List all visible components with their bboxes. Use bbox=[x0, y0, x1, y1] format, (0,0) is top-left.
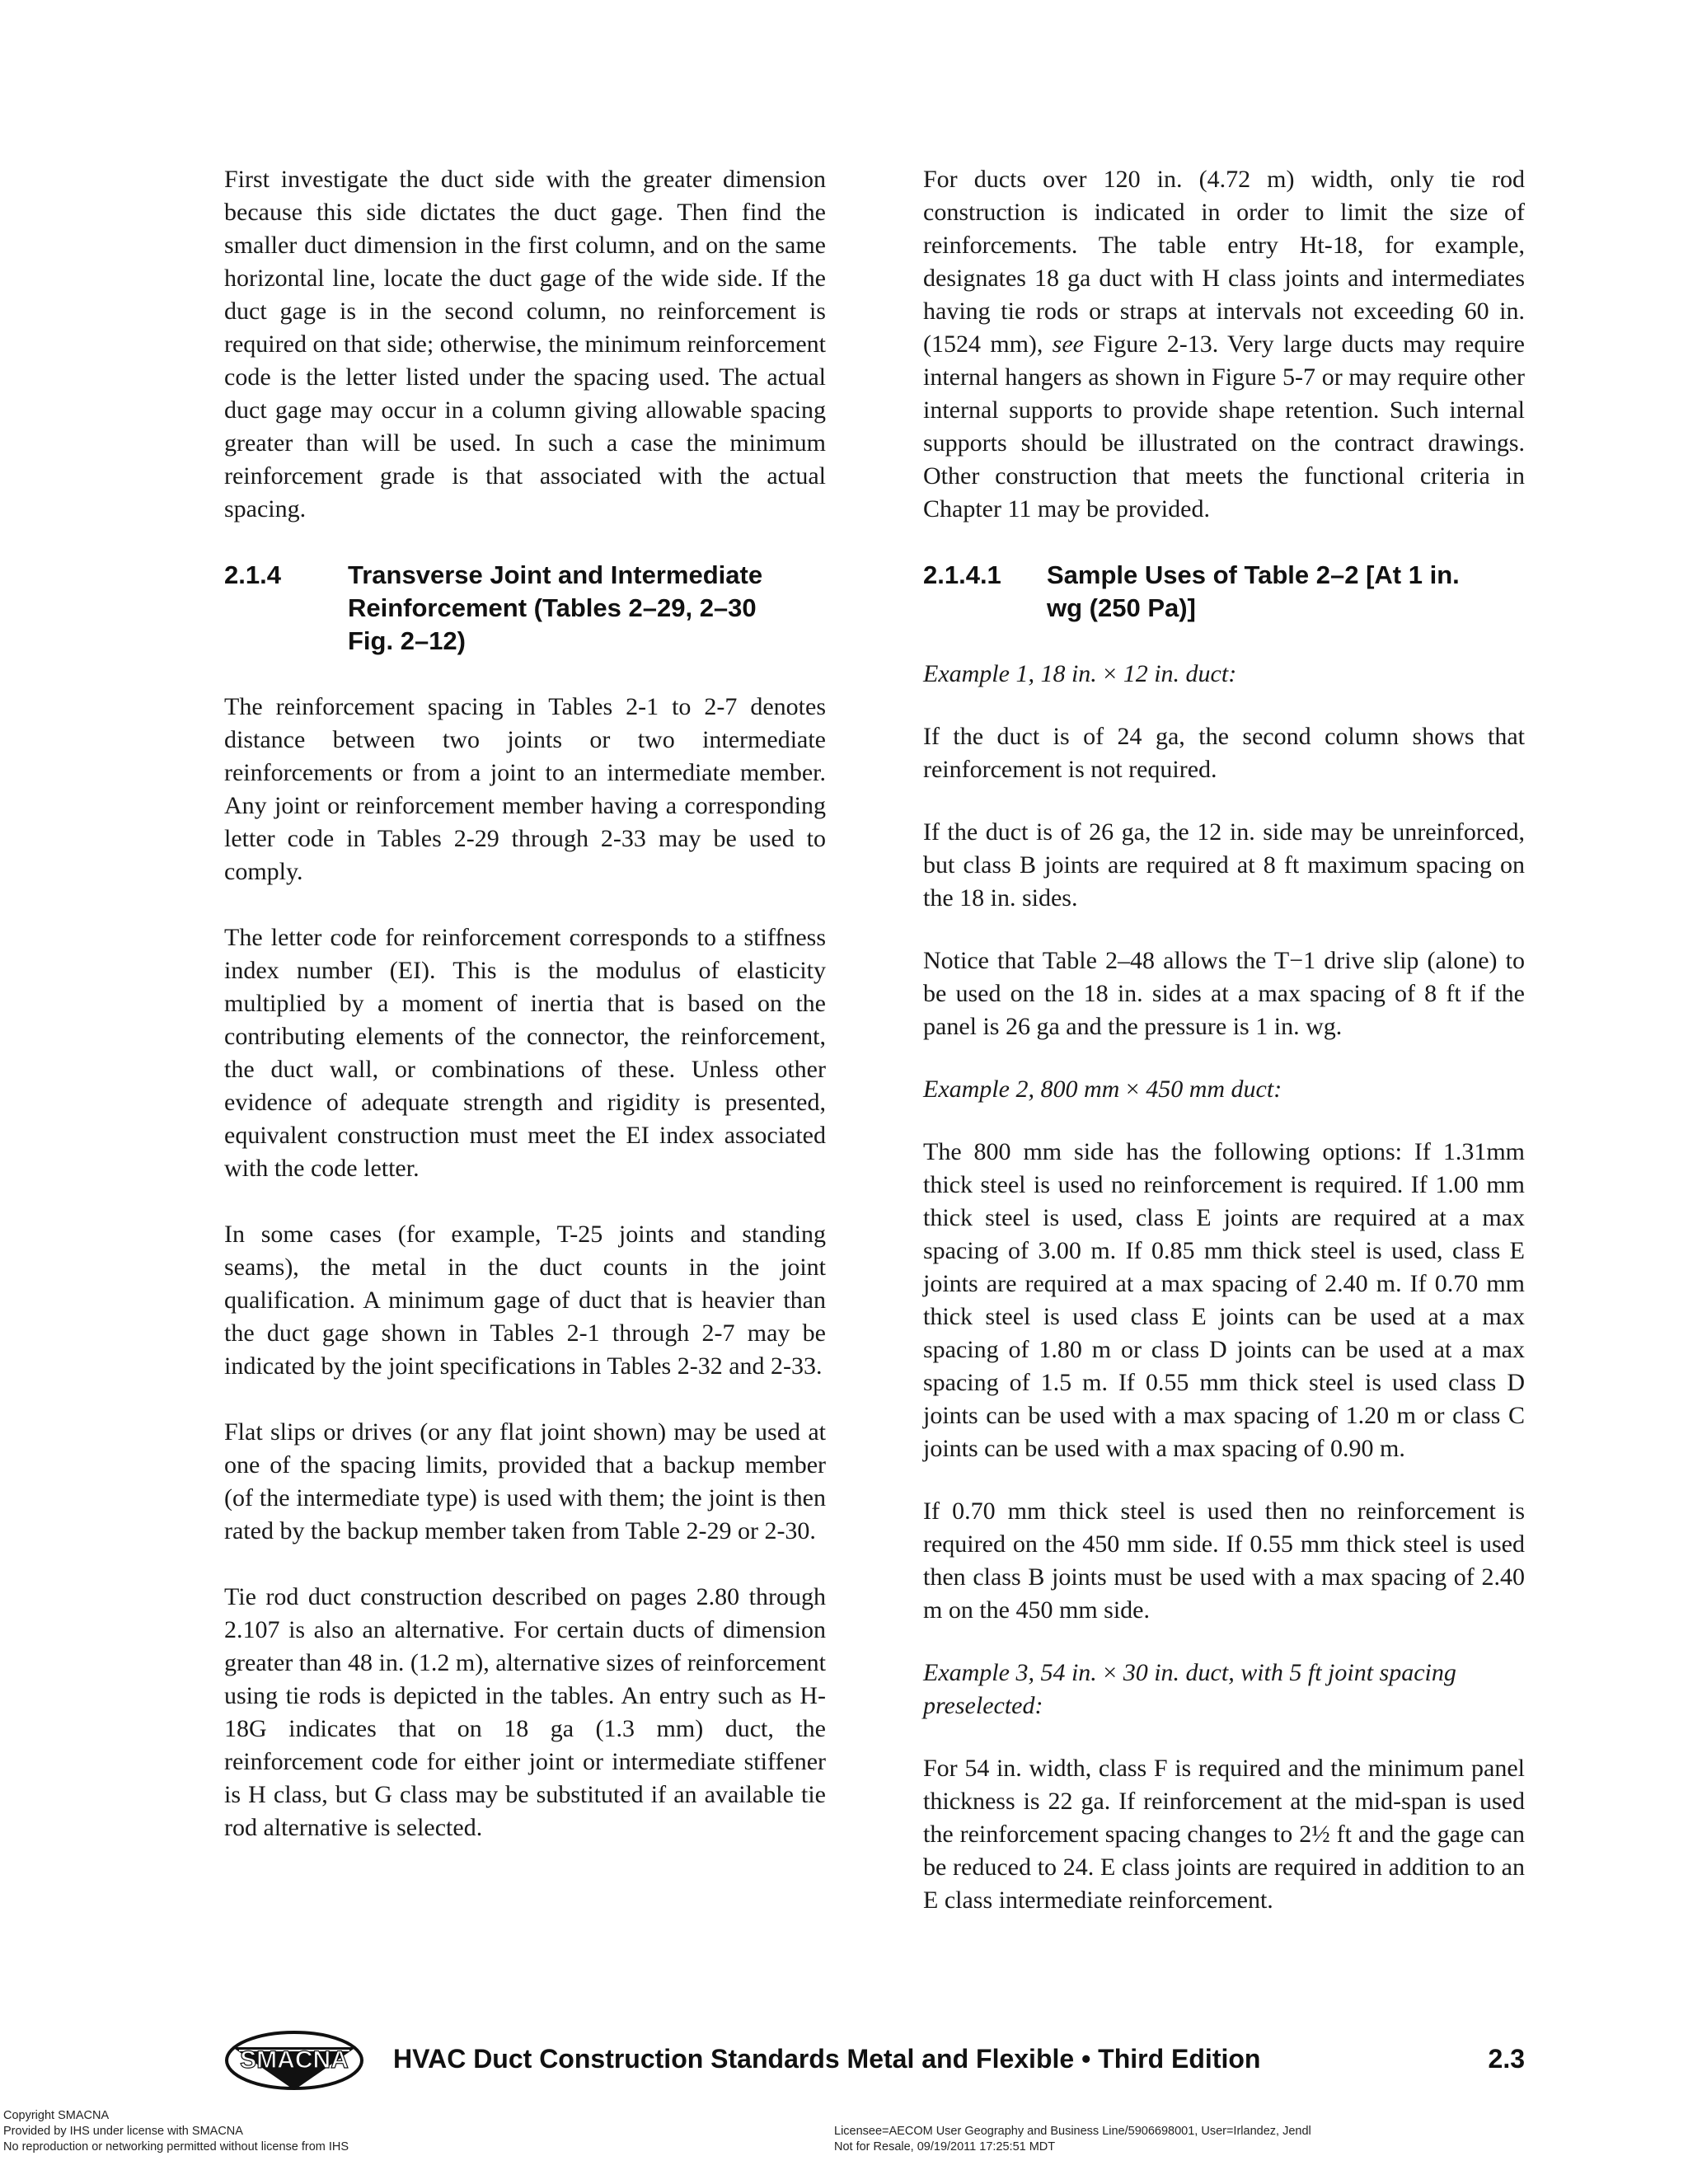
paragraph-letter-code: The letter code for reinforcement corresponds to a stiffness index number (EI). This is the modulus of elasticity multiplied by a moment of inertia that is based on the contributing elements of the connector, the reinforcement, the duct wall, or combinations of these. Unless other evidence of adequate strength and rigidity is presented, equivalent construction must meet the EI index associated with the code letter. bbox=[224, 924, 826, 1182]
paragraph-flat-slips: Flat slips or drives (or any flat joint shown) may be used at one of the spacing limits, provided that a backup member (of the intermediate type) is used with them; the joint is then rated by the backup member taken from Table 2-29 or 2-30. bbox=[224, 1418, 826, 1544]
example-1-heading: Example 1, 18 in. × 12 in. duct: bbox=[923, 660, 1237, 687]
section-number: 2.1.4 bbox=[224, 560, 281, 589]
copyright-notice: Copyright SMACNA Provided by IHS under license with SMACNA No reproduction or networking permitted without license from IHS bbox=[3, 2109, 349, 2154]
section-number: 2.1.4.1 bbox=[923, 560, 1001, 589]
paragraph-tie-rod: Tie rod duct construction described on pages 2.80 through 2.107 is also an alternative. For certain ducts of dimension greater than 48 in. (1.2 m), alternative sizes of reinforcement using tie rods is depicted in the tables. An entry such as H-18G indicates that on 18 ga (1.3 mm) duct, the reinforcement code for either joint or intermediate stiffener is H class, but G class may be substituted if an available tie rod alternative is selected. bbox=[224, 1583, 826, 1841]
section-title: Transverse Joint and Intermediate Reinforcement (Tables 2–29, 2–30 Fig. 2–12) bbox=[348, 560, 763, 655]
page-number: 2.3 bbox=[1488, 2044, 1525, 2074]
paragraph-24-ga: If the duct is of 24 ga, the second column shows that reinforcement is not required. bbox=[923, 723, 1525, 783]
example-2-heading: Example 2, 800 mm × 450 mm duct: bbox=[923, 1076, 1282, 1103]
section-title: Sample Uses of Table 2–2 [At 1 in. wg (250 Pa)] bbox=[1047, 560, 1460, 622]
example-3-heading: Example 3, 54 in. × 30 in. duct, with 5 ft joint spacing preselected: bbox=[923, 1659, 1456, 1719]
paragraph-reinforcement-spacing: The reinforcement spacing in Tables 2-1 to 2-7 denotes distance between two joints or two intermediate reinforcements or from a joint to an intermediate member. Any joint or reinforcement member having a corresponding letter code in Tables 2-29 through 2-33 may be used to comply. bbox=[224, 693, 826, 885]
section-heading-2-1-4 bbox=[224, 559, 826, 658]
smacna-logo bbox=[224, 2029, 364, 2092]
page-footer bbox=[224, 2029, 1525, 2092]
paragraph-investigate-duct-side: First investigate the duct side with the greater dimension because this side dictates the duct gage. Then find the smaller duct dimension in the first column, and on the same horizontal line, locate the duct gage of the wide side. If the duct gage is in the second column, no reinforcement is required on that side; otherwise, the minimum reinforcement code is the letter listed under the spacing used. The actual duct gage may occur in a column giving allowable spacing greater than will be used. In such a case the minimum reinforcement grade is that associated with the actual spacing. bbox=[224, 166, 826, 523]
paragraph-some-cases: In some cases (for example, T-25 joints and standing seams), the metal in the duct counts in the joint qualification. A minimum gage of duct that is heavier than the duct gage shown in Tables 2-1 through 2-7 may be indicated by the joint specifications in Tables 2-32 and 2-33. bbox=[224, 1221, 826, 1380]
right-column bbox=[923, 163, 1525, 1917]
section-heading-2-1-4-1 bbox=[923, 559, 1525, 625]
paragraph-26-ga: If the duct is of 26 ga, the 12 in. side may be unreinforced, but class B joints are required at 8 ft maximum spacing on the 18 in. sides. bbox=[923, 818, 1525, 912]
paragraph-ducts-over-120: For ducts over 120 in. (4.72 m) width, only tie rod construction is indicated in order to limit the size of reinforcements. The table entry Ht-18, for example, designates 18 ga duct with H class joints and intermediates having tie rods or straps at intervals not exceeding 60 in. (1524 mm), see Figure 2-13. Very large ducts may require internal hangers as shown in Figure 5-7 or may require other internal supports to provide shape retention. Such internal supports should be illustrated on the contract drawings. Other construction that meets the functional criteria in Chapter 11 may be provided. bbox=[923, 166, 1525, 523]
left-column bbox=[224, 163, 826, 1844]
paragraph-800mm-options: The 800 mm side has the following options: If 1.31mm thick steel is used no reinforcement is required. If 1.00 mm thick steel is used, class E joints are required at a max spacing of 3.00 m. If 0.85 mm thick steel is used, class E joints are required at a max spacing of 2.40 m. If 0.70 mm thick steel is used class E joints can be used at a max spacing of 1.80 m or class D joints can be used at a max spacing of 1.5 m. If 0.55 mm thick steel is used class D joints can be used with a max spacing of 1.20 m or class C joints can be used with a max spacing of 0.90 m. bbox=[923, 1138, 1525, 1462]
paragraph-notice-table: Notice that Table 2–48 allows the T−1 drive slip (alone) to be used on the 18 in. sides at a max spacing of 8 ft if the panel is 26 ga and the pressure is 1 in. wg. bbox=[923, 947, 1525, 1040]
paragraph-54-in-width: For 54 in. width, class F is required and the minimum panel thickness is 22 ga. If reinforcement at the mid-span is used the reinforcement spacing changes to 2½ ft and the gage can be reduced to 24. E class joints are required in addition to an E class intermediate reinforcement. bbox=[923, 1755, 1525, 1914]
svg-text:SMACNA: SMACNA bbox=[240, 2046, 349, 2074]
licensee-notice: Licensee=AECOM User Geography and Business Line/5906698001, User=Irlandez, Jendl Not for Resale, 09/19/2011 17:25:51 MDT bbox=[834, 2125, 1311, 2154]
footer-title: HVAC Duct Construction Standards Metal and Flexible • Third Edition bbox=[393, 2044, 1261, 2074]
paragraph-450mm-side: If 0.70 mm thick steel is used then no reinforcement is required on the 450 mm side. If 0.55 mm thick steel is used then class B joints must be used with a max spacing of 2.40 m on the 450 mm side. bbox=[923, 1497, 1525, 1624]
